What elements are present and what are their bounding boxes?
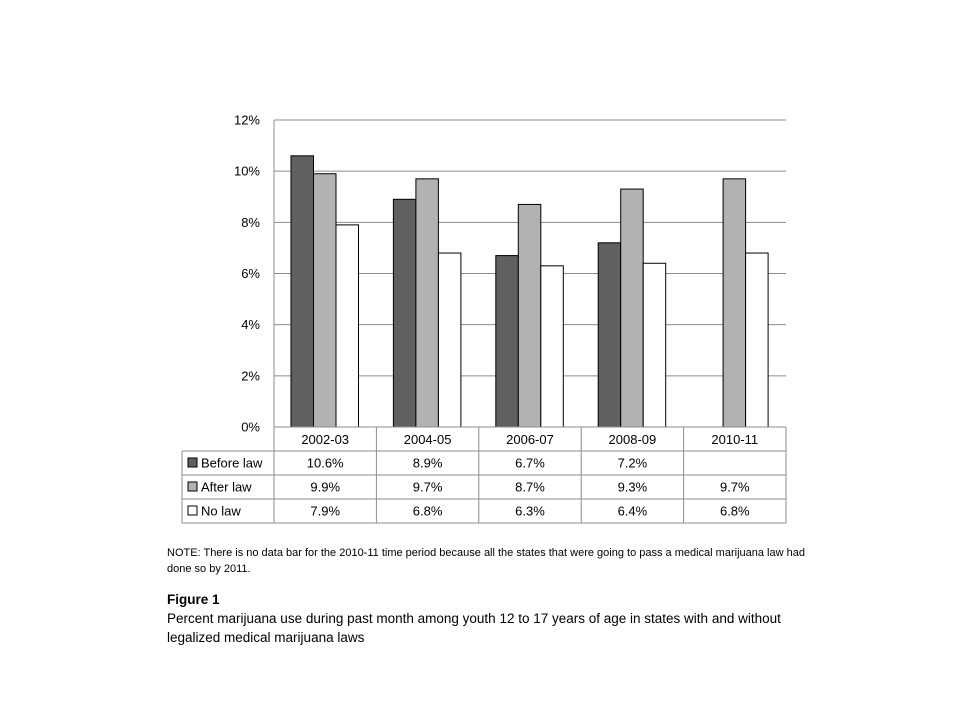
legend-key (188, 458, 197, 467)
y-tick-label: 6% (241, 266, 260, 281)
legend-key (188, 506, 197, 515)
figure-caption: Percent marijuana use during past month among youth 12 to 17 years of age in states with and without legalized medical marijuana laws (167, 611, 781, 645)
data-label: 6.7% (515, 455, 545, 471)
data-label: 10.6% (306, 455, 344, 471)
legend-key (188, 482, 197, 491)
data-label: 6.8% (719, 503, 750, 519)
chart-note: NOTE: There is no data bar for the 2010-11 time period because all the states that were going to pass a medical marijuana law had done so by 2011. (167, 547, 805, 575)
data-label: 9.7% (719, 479, 750, 495)
bar-before-law (496, 256, 519, 427)
data-label: 9.7% (412, 479, 443, 495)
y-tick-label: 2% (241, 368, 260, 384)
figure-title: Figure 1 (167, 592, 220, 607)
bar-before-law (598, 243, 621, 427)
x-category-label: 2004-05 (403, 432, 452, 447)
data-label: 9.3% (617, 479, 648, 495)
data-label: 6.8% (412, 503, 443, 519)
data-label: 7.2% (617, 455, 648, 471)
data-label: 6.3% (515, 503, 545, 519)
bar-no-law (438, 253, 461, 427)
x-category-label: 2006-07 (506, 432, 554, 447)
bar-after-law (518, 204, 541, 427)
bar-after-law (723, 179, 746, 427)
bar-after-law (416, 179, 439, 427)
bar-no-law (643, 263, 666, 427)
x-category-label: 2010-11 (711, 432, 759, 447)
bar-no-law (746, 253, 769, 427)
y-tick-label: 12% (233, 112, 260, 128)
y-tick-label: 0% (241, 419, 260, 435)
bar-before-law (393, 199, 416, 427)
y-tick-label: 4% (241, 317, 260, 333)
data-label: 8.7% (515, 479, 545, 495)
data-label: 6.4% (617, 503, 648, 519)
y-tick-label: 10% (233, 163, 260, 179)
y-tick-label: 8% (241, 214, 260, 230)
x-category-label: 2002-03 (301, 432, 350, 447)
legend-label: No law (201, 503, 241, 519)
bar-before-law (291, 156, 314, 427)
bar-no-law (336, 225, 359, 427)
legend-label: After law (201, 479, 252, 495)
bar-after-law (314, 174, 337, 427)
x-category-label: 2008-09 (608, 432, 657, 447)
bar-no-law (541, 266, 564, 427)
data-label: 9.9% (310, 479, 341, 495)
bar-after-law (621, 189, 644, 427)
data-label: 7.9% (310, 503, 341, 519)
legend-label: Before law (201, 455, 263, 471)
data-label: 8.9% (412, 455, 443, 471)
